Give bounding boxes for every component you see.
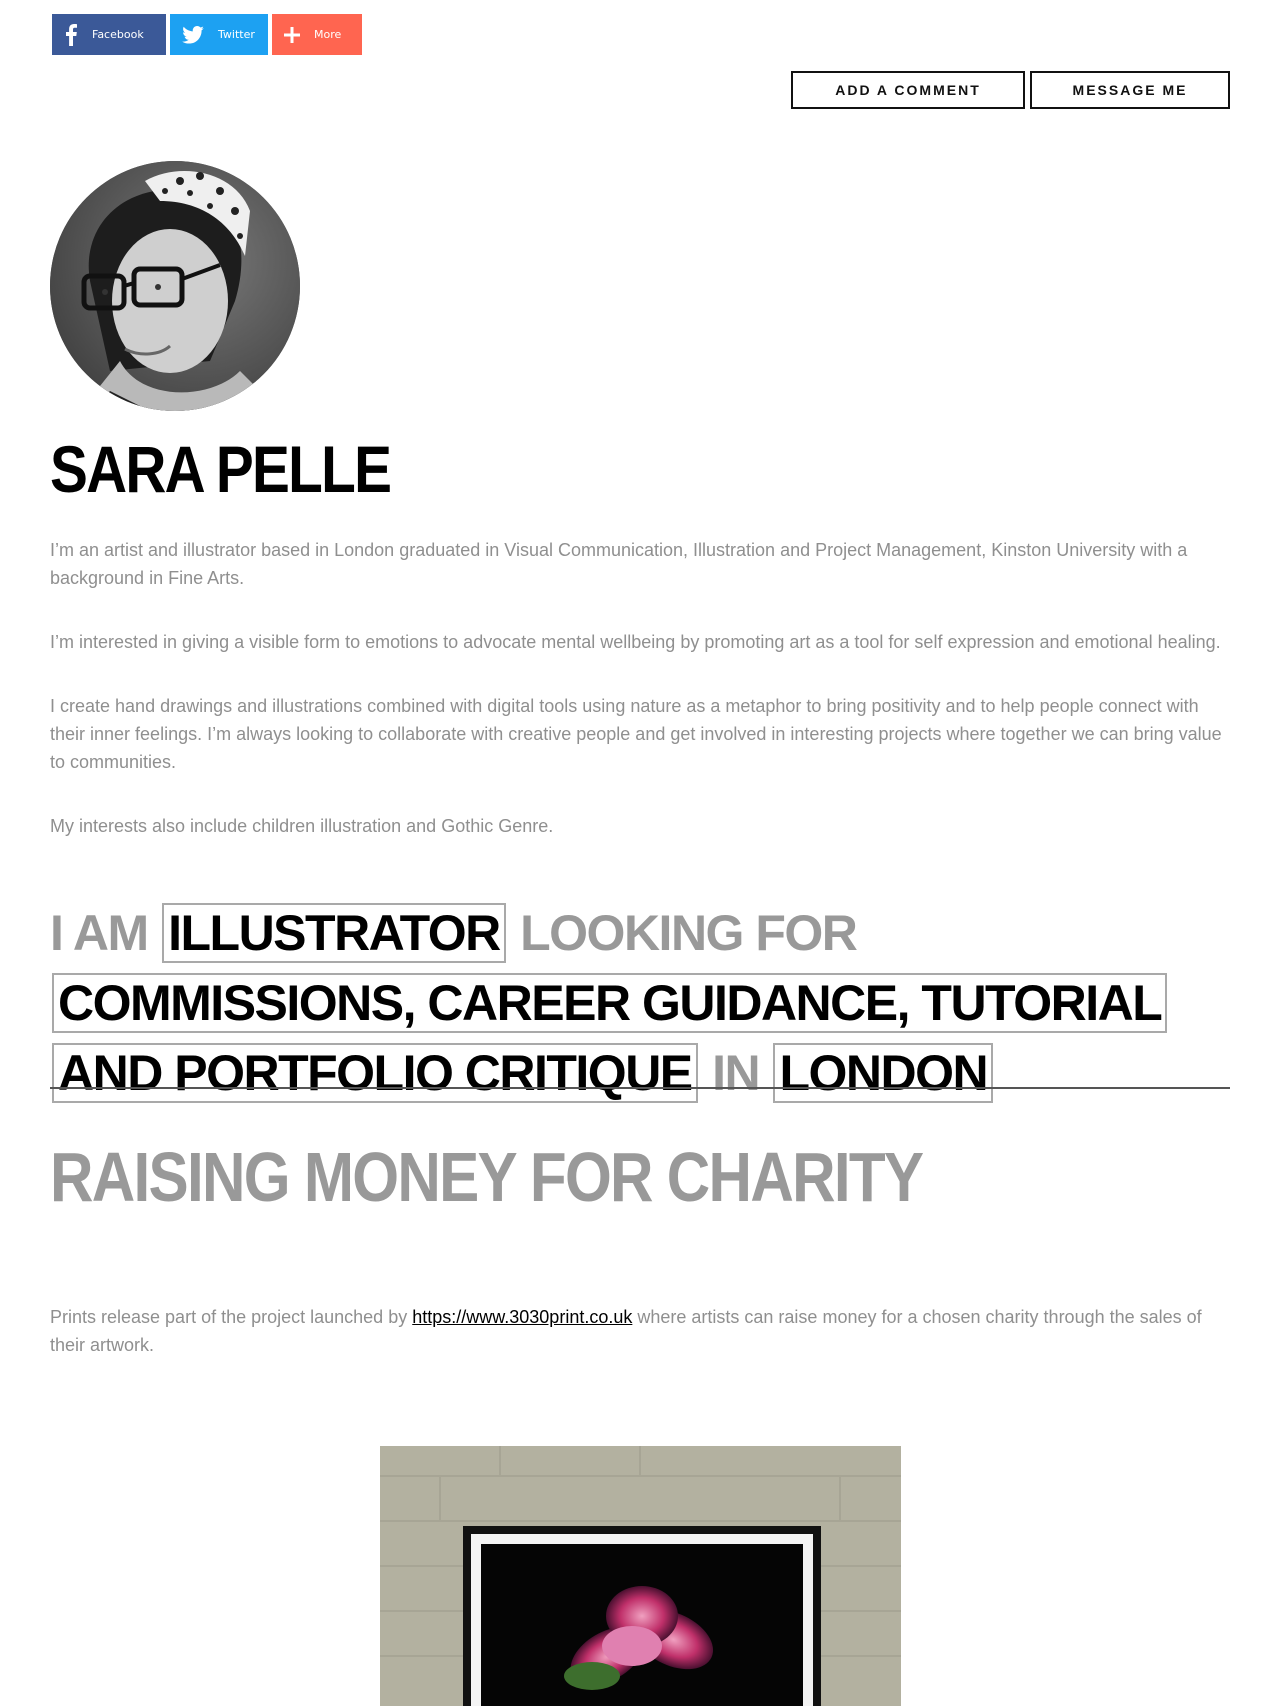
more-share-button[interactable] <box>272 14 362 55</box>
bio <box>50 536 1230 876</box>
artwork-image[interactable] <box>380 1446 901 1706</box>
section-title: RAISING MONEY FOR CHARITY <box>50 1138 923 1216</box>
message-me-button[interactable]: MESSAGE ME <box>1030 71 1230 109</box>
role-tag: ILLUSTRATOR <box>162 903 506 963</box>
plus-icon <box>284 27 300 43</box>
action-bar <box>791 71 1230 109</box>
profile-photo <box>50 161 300 411</box>
location-tag: LONDON <box>773 1043 993 1103</box>
profile-statement <box>50 898 1190 1108</box>
add-comment-button[interactable]: ADD A COMMENT <box>791 71 1025 109</box>
framed-print-picture <box>380 1446 901 1706</box>
bio-paragraph: I create hand drawings and illustrations combined with digital tools using nature as a metaphor to bring positivity and to help people connect with their inner feelings. I’m always looking to collaborate with creative people and get involved in interesting projects where together we can bring value to communities. <box>50 696 1222 772</box>
twitter-icon <box>182 26 204 44</box>
statement-looking-for: LOOKING FOR <box>520 905 857 961</box>
more-label: More <box>314 28 342 41</box>
share-bar <box>52 14 362 55</box>
bio-paragraph: I’m an artist and illustrator based in London graduated in Visual Communication, Illustration and Project Management, Kinston University with a background in Fine Arts. <box>50 540 1188 588</box>
statement-in: IN <box>712 1045 760 1101</box>
charity-text-after: where artists can raise money for a chosen charity through the sales of their artwork. <box>50 1307 1202 1355</box>
charity-link[interactable]: https://www.3030print.co.uk <box>412 1307 633 1327</box>
facebook-label: Facebook <box>92 28 144 41</box>
twitter-share-button[interactable] <box>170 14 268 55</box>
twitter-label: Twitter <box>218 28 255 41</box>
bio-paragraph: My interests also include children illustration and Gothic Genre. <box>50 816 554 836</box>
statement-i-am: I AM <box>50 905 148 961</box>
seeking-tag: COMMISSIONS, CAREER GUIDANCE, TUTORIAL AND PORTFOLIO CRITIQUE <box>52 973 1167 1103</box>
charity-paragraph <box>50 1303 1230 1359</box>
divider <box>50 1087 1230 1089</box>
facebook-icon <box>64 24 78 46</box>
avatar <box>50 161 300 411</box>
facebook-share-button[interactable] <box>52 14 166 55</box>
bio-paragraph: I’m interested in giving a visible form to emotions to advocate mental wellbeing by promoting art as a tool for self expression and emotional healing. <box>50 632 1221 652</box>
charity-text-before: Prints release part of the project launched by <box>50 1307 408 1327</box>
profile-name: SARA PELLE <box>50 432 391 506</box>
